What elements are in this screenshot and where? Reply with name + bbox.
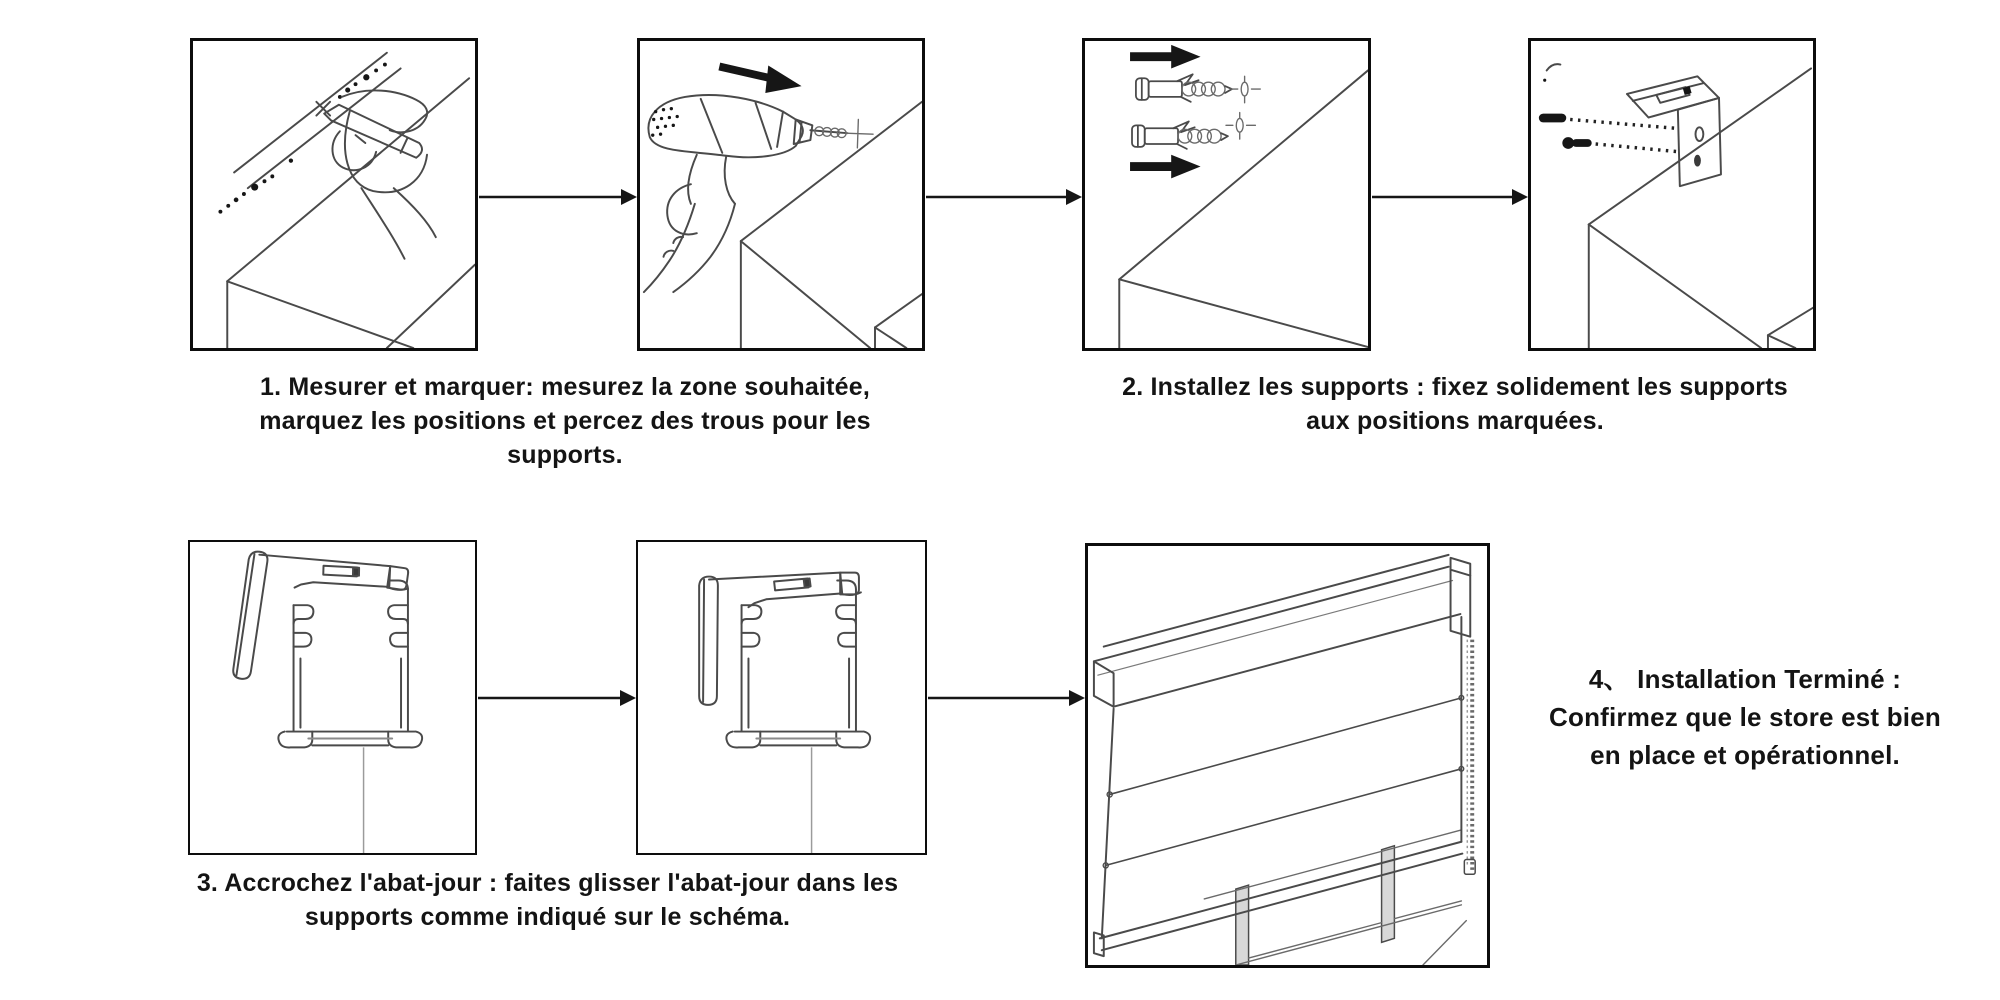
caption-line: 3. Accrochez l'abat-jour : faites glisser l'abat-jour dans les (196, 869, 899, 897)
panel-installed-blind (1085, 543, 1490, 968)
flow-arrow-icon (477, 686, 637, 710)
caption-step-4 (1490, 660, 2000, 774)
headrail-seated-illustration (638, 542, 925, 853)
drill-illustration (640, 41, 922, 348)
panel-bracket-screws (1528, 38, 1816, 351)
panel-slide-headrail-done (636, 540, 927, 855)
panel-measure-mark (190, 38, 478, 351)
flow-arrow-icon (478, 185, 638, 209)
panel-drill-holes (637, 38, 925, 351)
flow-arrow-icon (927, 686, 1086, 710)
caption-line: en place et opérationnel. (1590, 740, 1900, 770)
installed-blind-illustration (1088, 546, 1487, 965)
caption-line: 2. Installez les supports : fixez solidement les supports (1122, 373, 1788, 401)
panel-slide-headrail-start (188, 540, 477, 855)
flow-arrow-icon (1371, 185, 1529, 209)
bracket-screws-illustration (1531, 41, 1813, 348)
headrail-tilted-illustration (190, 542, 475, 853)
caption-line: aux positions marquées. (1306, 407, 1604, 435)
caption-step-2 (1085, 370, 1825, 438)
caption-line: 1. Mesurer et marquer: mesurez la zone souhaitée, (259, 373, 870, 401)
caption-line: supports. (507, 441, 623, 469)
flow-arrow-icon (925, 185, 1083, 209)
measure-mark-illustration (193, 41, 475, 348)
caption-step-3 (140, 866, 955, 934)
wall-anchors-illustration (1085, 41, 1368, 348)
caption-line: marquez les positions et percez des trous pour les (259, 407, 871, 435)
caption-line: Confirmez que le store est bien (1549, 702, 1941, 732)
caption-line: 4、 Installation Terminé : (1588, 664, 1902, 694)
caption-step-1 (170, 370, 960, 472)
panel-wall-anchors (1082, 38, 1371, 351)
caption-line: supports comme indiqué sur le schéma. (304, 903, 791, 931)
